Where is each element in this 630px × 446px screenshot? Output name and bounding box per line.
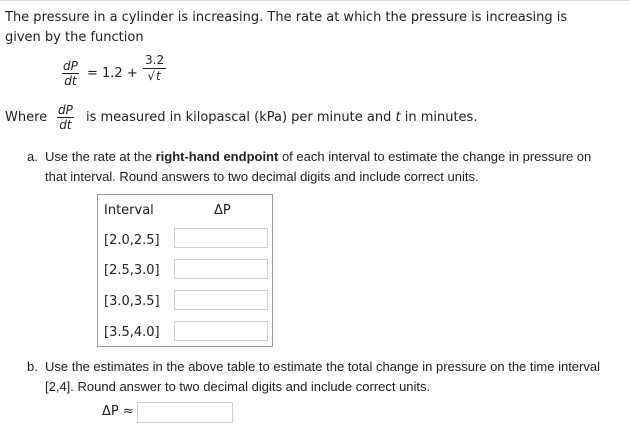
table-row-interval: [2.5,3.0]: [104, 263, 160, 278]
part-a-marker: a.: [27, 149, 38, 164]
delta-p-table: [97, 194, 273, 347]
where-text-a: is measured in kilopascal (kPa) per minute and: [86, 110, 396, 125]
delta-p-input-row-2[interactable]: [174, 259, 268, 279]
column-header-interval: Interval: [104, 203, 154, 218]
where-var-t: t: [395, 110, 401, 125]
part-a-text-1: Use the rate at the: [45, 149, 156, 164]
part-a-line-2: that interval. Round answers to two decimal digits and include correct units.: [45, 169, 479, 184]
formula-rhs-numerator: 3.2: [145, 53, 165, 67]
formula-rhs-variable: t: [156, 69, 161, 83]
table-row-interval: [2.0,2.5]: [104, 233, 160, 248]
where-fraction: [57, 104, 74, 131]
delta-p-input-row-1[interactable]: [174, 228, 268, 248]
where-fraction-numerator: dP: [58, 103, 73, 117]
where-description: [86, 110, 477, 125]
top-divider: [0, 0, 630, 1]
part-b-marker: b.: [27, 359, 38, 374]
part-a-bold: right-hand endpoint: [155, 149, 279, 164]
formula-lhs-numerator: dP: [63, 59, 78, 73]
delta-p-input-row-3[interactable]: [174, 290, 268, 310]
intro-line-2: given by the function: [5, 30, 144, 45]
total-delta-p-input[interactable]: [137, 402, 233, 423]
formula-rhs-fraction: [143, 54, 166, 83]
part-b-line-1: Use the estimates in the above table to estimate the total change in pressure on the time interval: [45, 359, 600, 374]
table-row-interval: [3.5,4.0]: [104, 325, 160, 340]
sqrt-symbol: √: [147, 69, 156, 83]
delta-p-input-row-4[interactable]: [174, 321, 268, 341]
intro-line-1: The pressure in a cylinder is increasing. The rate at which the pressure is increasing is: [5, 10, 568, 25]
where-label: Where: [5, 110, 48, 125]
total-delta-p-label: ΔP ≈: [102, 404, 134, 419]
table-row-interval: [3.0,3.5]: [104, 294, 160, 309]
part-a-text-2: of each interval to estimate the change in pressure on: [278, 149, 592, 164]
problem-intro: [5, 8, 615, 48]
where-fraction-denominator: dt: [59, 118, 72, 132]
formula-rhs-denominator: [143, 69, 166, 83]
where-text-b: in minutes.: [400, 110, 478, 125]
column-header-delta-p: ΔP: [214, 203, 231, 218]
formula-lhs-fraction: [62, 60, 79, 87]
formula-lhs-denominator: dt: [64, 74, 77, 88]
formula-equals-constant: = 1.2 +: [87, 66, 138, 81]
part-b-line-2: [2,4]. Round answer to two decimal digits and include correct units.: [45, 379, 431, 394]
part-a-line-1: [45, 147, 615, 167]
